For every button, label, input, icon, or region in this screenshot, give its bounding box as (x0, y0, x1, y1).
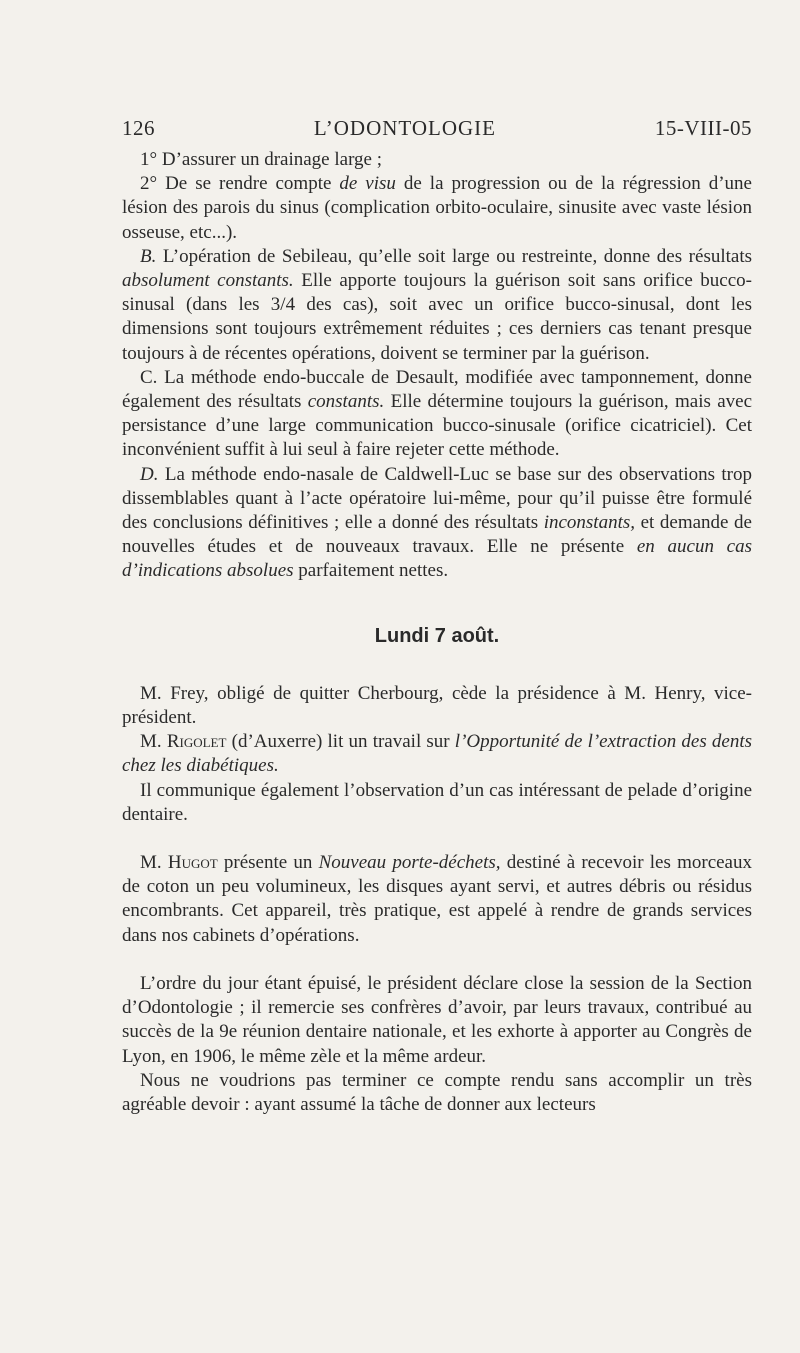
page-number: 126 (122, 116, 155, 140)
paragraph-c: C. La méthode endo-buccale de Desault, modifiée avec tamponnement, donne également des résultats constants. Elle détermine toujours la guérison, mais avec persistance d’une large communication bucco-sinusale (orifice cicatriciel). Cet inconvénient suffit à lui seul à faire rejeter cette méthode. (122, 366, 752, 461)
running-head (122, 116, 752, 144)
paragraph-rigolet: M. Rigolet (d’Auxerre) lit un travail sur l’Opportunité de l’extraction des dents chez les diabétiques. (122, 731, 752, 777)
paragraph-2: 2° De se rendre compte de visu de la progression ou de la régression d’une lésion des parois du sinus (complication orbito-oculaire, sinusite avec vaste lésion osseuse, etc...). (122, 173, 752, 243)
paragraph-hugot: M. Hugot présente un Nouveau porte-déchets, destiné à recevoir les morceaux de coton un peu volumineux, les disques ayant servi, et autres débris ou résidus encombrants. Cet appareil, très pratique, est appelé à rendre de grands services dans nos cabinets d’opérations. (122, 852, 752, 946)
paragraph-d: D. La méthode endo-nasale de Caldwell-Luc se base sur des observations trop dissemblables quant à l’acte opératoire lui-même, pour qu’il puisse être formulé des conclusions définitives ; elle a donné des résultats inconstants, et demande de nouvelles études et de nouveaux travaux. Elle ne présente en aucun cas d’indications absolues parfaitement nettes. (122, 463, 753, 582)
issue-date: 15-VIII-05 (654, 116, 752, 140)
section-heading: Lundi 7 août. (374, 624, 500, 647)
paragraph-pelade: Il communique également l’observation d’un cas intéressant de pelade d’origine dentaire. (122, 779, 752, 825)
paragraph-closing: L’ordre du jour étant épuisé, le président déclare close la session de la Section d’Odontologie ; il remercie ses confrères d’avoir, par leurs travaux, contribué au succès de la 9e réunion dentaire nationale, et les exhorte à apporter au Congrès de Lyon, en 1906, le même zèle et la même ardeur. (122, 972, 752, 1067)
paragraph-b: B. L’opération de Sebileau, qu’elle soit large ou restreinte, donne des résultats absolument constants. Elle apporte toujours la guérison soit sans orifice bucco-sinusal (dans les 3/4 des cas), soit avec un orifice bucco-sinusal, dont les dimensions sont toujours extrêmement réduites ; ces derniers cas tenant presque toujours à de récentes opérations, doivent se terminer par la guérison. (122, 245, 753, 364)
body-text (122, 148, 752, 1117)
paragraph-frey: M. Frey, obligé de quitter Cherbourg, cède la présidence à M. Henry, vice-président. (122, 682, 752, 729)
paragraph-final: Nous ne voudrions pas terminer ce compte rendu sans accomplir un très agréable devoir : ayant assumé la tâche de donner aux lecteurs (122, 1069, 752, 1115)
paragraph-1: 1° D’assurer un drainage large ; (140, 149, 383, 170)
journal-title: L’ODONTOLOGIE (313, 116, 496, 140)
